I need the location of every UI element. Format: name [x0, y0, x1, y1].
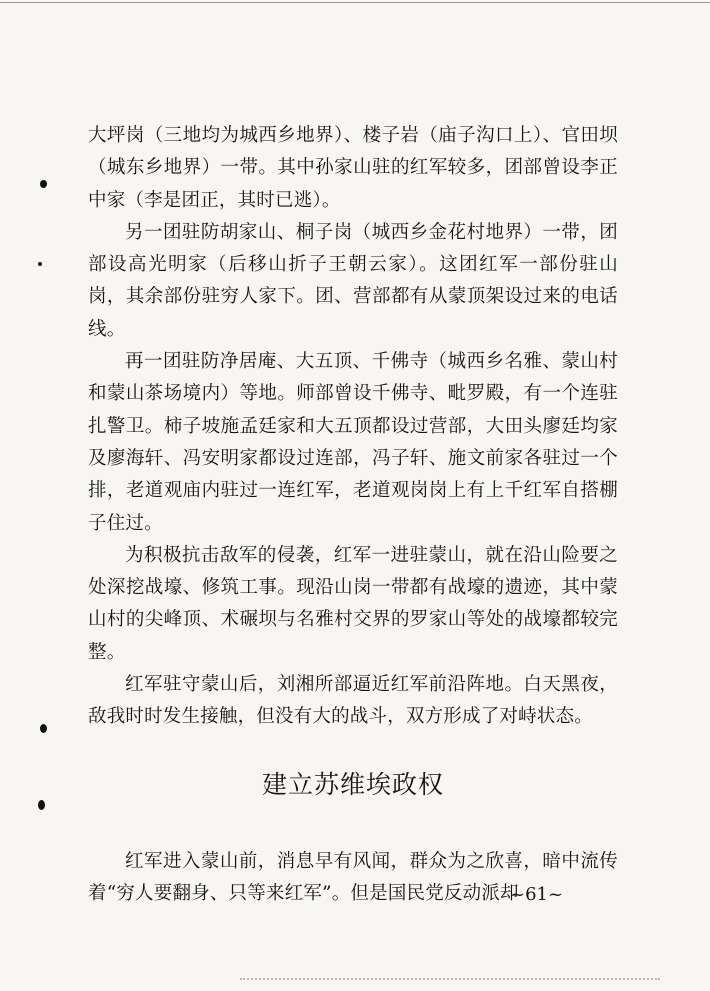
page-number: ~61~ — [510, 884, 564, 905]
paragraph: 为积极抗击敌军的侵袭，红军一进驻蒙山，就在沿山险要之处深挖战壕、修筑工事。现沿山岗一带都有战壕的遗迹，其中蒙山村的尖峰顶、术碾坝与名雅村交界的罗家山等处的战壕都较完整。 — [88, 544, 618, 663]
scan-spot — [38, 262, 42, 266]
scan-edge-noise — [240, 978, 660, 980]
top-border-line — [0, 2, 710, 3]
paragraph-continued: 大坪岗（三地均为城西乡地界）、楼子岩（庙子沟口上）、官田坝（城东乡地界）一带。其中孙家山驻的红军较多，团部曾设李正中家（李是团正，其时已逃）。 — [88, 125, 618, 211]
scan-spot — [40, 180, 47, 188]
paragraph: 另一团驻防胡家山、桐子岗（城西乡金花村地界）一带，团部设高光明家（后移山折子王朝云家）。这团红军一部份驻山岗，其余部份驻穷人家下。团、营部都有从蒙顶架设过来的电话线。 — [88, 221, 618, 340]
paragraph: 红军进入蒙山前，消息早有风闻，群众为之欣喜，暗中流传着“穷人要翻身、只等来红军”。但是国民党反动派却 — [88, 850, 618, 904]
section-heading: 建立苏维埃政权 — [261, 769, 444, 799]
page-body — [88, 120, 618, 910]
scan-spot — [38, 800, 45, 810]
paragraph: 再一团驻防净居庵、大五顶、千佛寺（城西乡名雅、蒙山村和蒙山茶场境内）等地。师部曾设千佛寺、毗罗殿，有一个连驻扎警卫。柿子坡施孟廷家和大五顶都设过营部，大田头廖廷均家及廖海轩、冯安明家都设过连部，冯子轩、施文前家各驻过一个排，老道观庙内驻过一连红军，老道观岗岗上有上千红军自搭棚子住过。 — [88, 351, 618, 534]
paragraph: 红军驻守蒙山后，刘湘所部逼近红军前沿阵地。白天黑夜，敌我时时发生接触，但没有大的战斗，双方形成了对峙状态。 — [88, 674, 618, 728]
scan-spot — [40, 724, 47, 733]
